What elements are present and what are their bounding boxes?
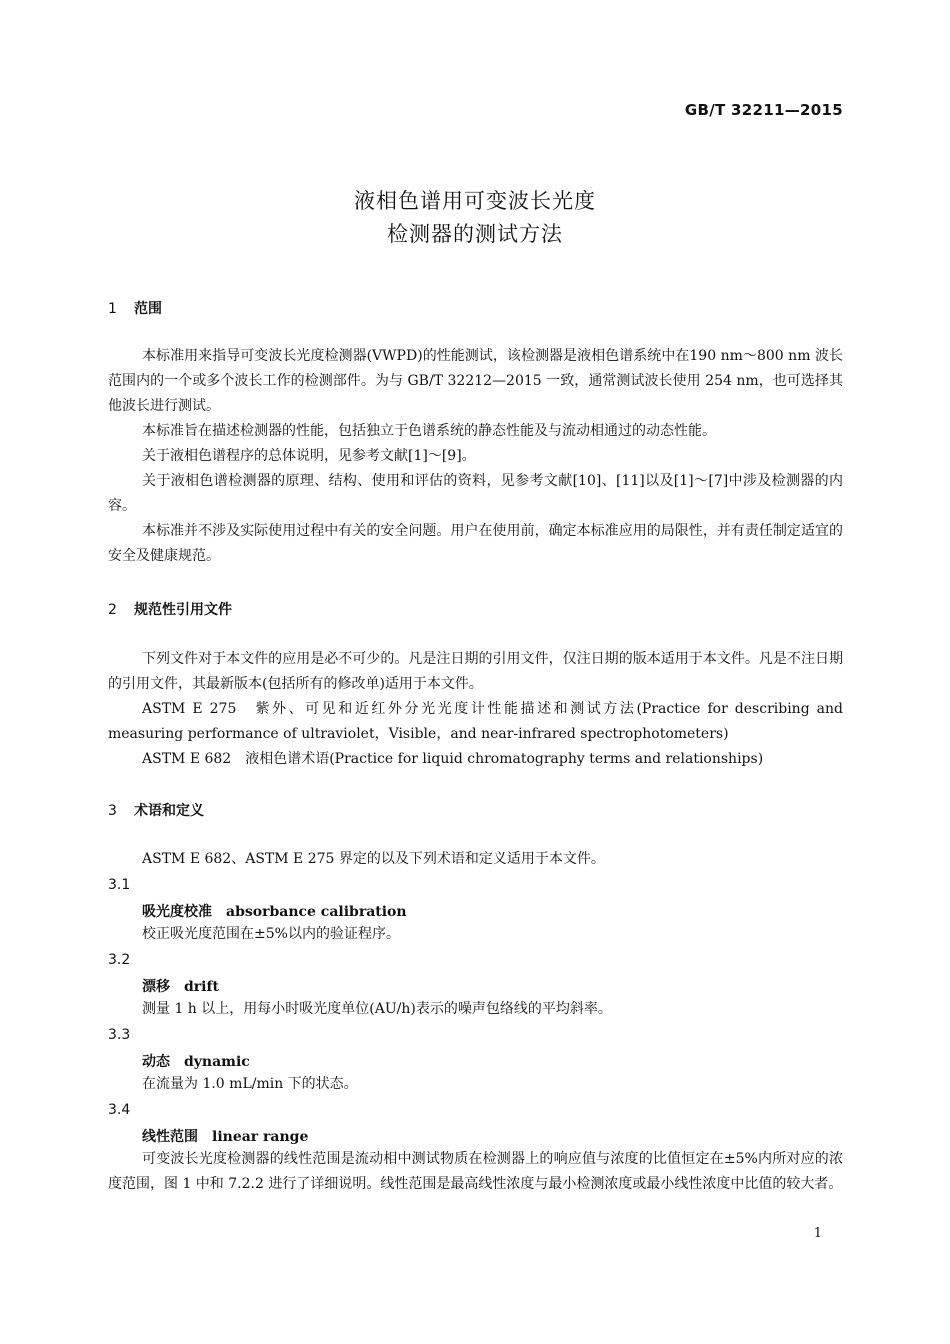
paragraph: 下列文件对于本文件的应用是必不可少的。凡是注日期的引用文件，仅注日期的版本适用于本文件。凡是不注日期的引用文件，其最新版本(包括所有的修改单)适用于本文件。: [108, 651, 843, 692]
term-name: [142, 901, 407, 921]
section-number: 1: [108, 301, 117, 317]
section-heading-1: [108, 298, 162, 318]
term-name: [142, 976, 219, 996]
section-number: 3: [108, 803, 117, 819]
doc-title-line1: 液相色谱用可变波长光度: [354, 189, 596, 213]
normative-reference: ASTM E 275 紫外、可见和近红外分光光度计性能描述和测试方法(Practice for describing and measuring performance of ultraviolet，Visible，and near-infrared spectrophotometers): [108, 701, 843, 742]
term-en: absorbance calibration: [226, 904, 407, 920]
term-definition: 测量 1 h 以上，用每小时吸光度单位(AU/h)表示的噪声包络线的平均斜率。: [142, 1001, 612, 1017]
term-definition: 可变波长光度检测器的线性范围是流动相中测试物质在检测器上的响应值与浓度的比值恒定在±5%内所对应的浓度范围，图 1 中和 7.2.2 进行了详细说明。线性范围是最高线性浓度与最小检测浓度或最小线性浓度中比值的较大者。: [108, 1151, 843, 1192]
normative-reference: ASTM E 682 液相色谱术语(Practice for liquid chromatography terms and relationships): [142, 751, 764, 767]
paragraph: 本标准并不涉及实际使用过程中有关的安全问题。用户在使用前，确定本标准应用的局限性，并有责任制定适宜的安全及健康规范。: [108, 523, 843, 564]
section-number: 2: [108, 602, 117, 618]
term-en: linear range: [212, 1129, 309, 1145]
paragraph: ASTM E 682、ASTM E 275 界定的以及下列术语和定义适用于本文件。: [142, 851, 605, 867]
paragraph: 关于液相色谱程序的总体说明，见参考文献[1]～[9]。: [142, 448, 476, 464]
paragraph: 关于液相色谱检测器的原理、结构、使用和评估的资料，见参考文献[10]、[11]以及[1]～[7]中涉及检测器的内容。: [108, 473, 843, 514]
term-number: 3.4: [108, 1102, 131, 1118]
term-zh: 动态: [142, 1054, 170, 1070]
term-zh: 漂移: [142, 979, 170, 995]
term-zh: 吸光度校准: [142, 904, 212, 920]
section-title: 范围: [134, 301, 162, 317]
paragraph: 本标准旨在描述检测器的性能，包括独立于色谱系统的静态性能及与流动相通过的动态性能。: [142, 423, 716, 439]
page-number: 1: [813, 1226, 822, 1241]
term-definition: 在流量为 1.0 mL/min 下的状态。: [142, 1076, 358, 1092]
doc-title-line2: 检测器的测试方法: [387, 222, 563, 246]
paragraph: 本标准用来指导可变波长光度检测器(VWPD)的性能测试，该检测器是液相色谱系统中在190 nm～800 nm 波长范围内的一个或多个波长工作的检测部件。为与 GB/T 32212—2015 一致，通常测试波长使用 254 nm，也可选择其他波长进行测试。: [108, 348, 843, 414]
section-title: 术语和定义: [134, 803, 204, 819]
term-number: 3.3: [108, 1027, 131, 1043]
term-en: dynamic: [184, 1054, 250, 1070]
term-name: [142, 1051, 250, 1071]
term-definition: 校正吸光度范围在±5%以内的验证程序。: [142, 926, 400, 942]
term-number: 3.2: [108, 952, 131, 968]
term-name: [142, 1126, 308, 1146]
section-heading-3: [108, 800, 204, 820]
term-number: 3.1: [108, 877, 131, 893]
term-zh: 线性范围: [142, 1129, 198, 1145]
standard-code: GB/T 32211—2015: [684, 101, 843, 119]
section-title: 规范性引用文件: [134, 602, 232, 618]
section-heading-2: [108, 599, 232, 619]
term-en: drift: [184, 979, 219, 995]
